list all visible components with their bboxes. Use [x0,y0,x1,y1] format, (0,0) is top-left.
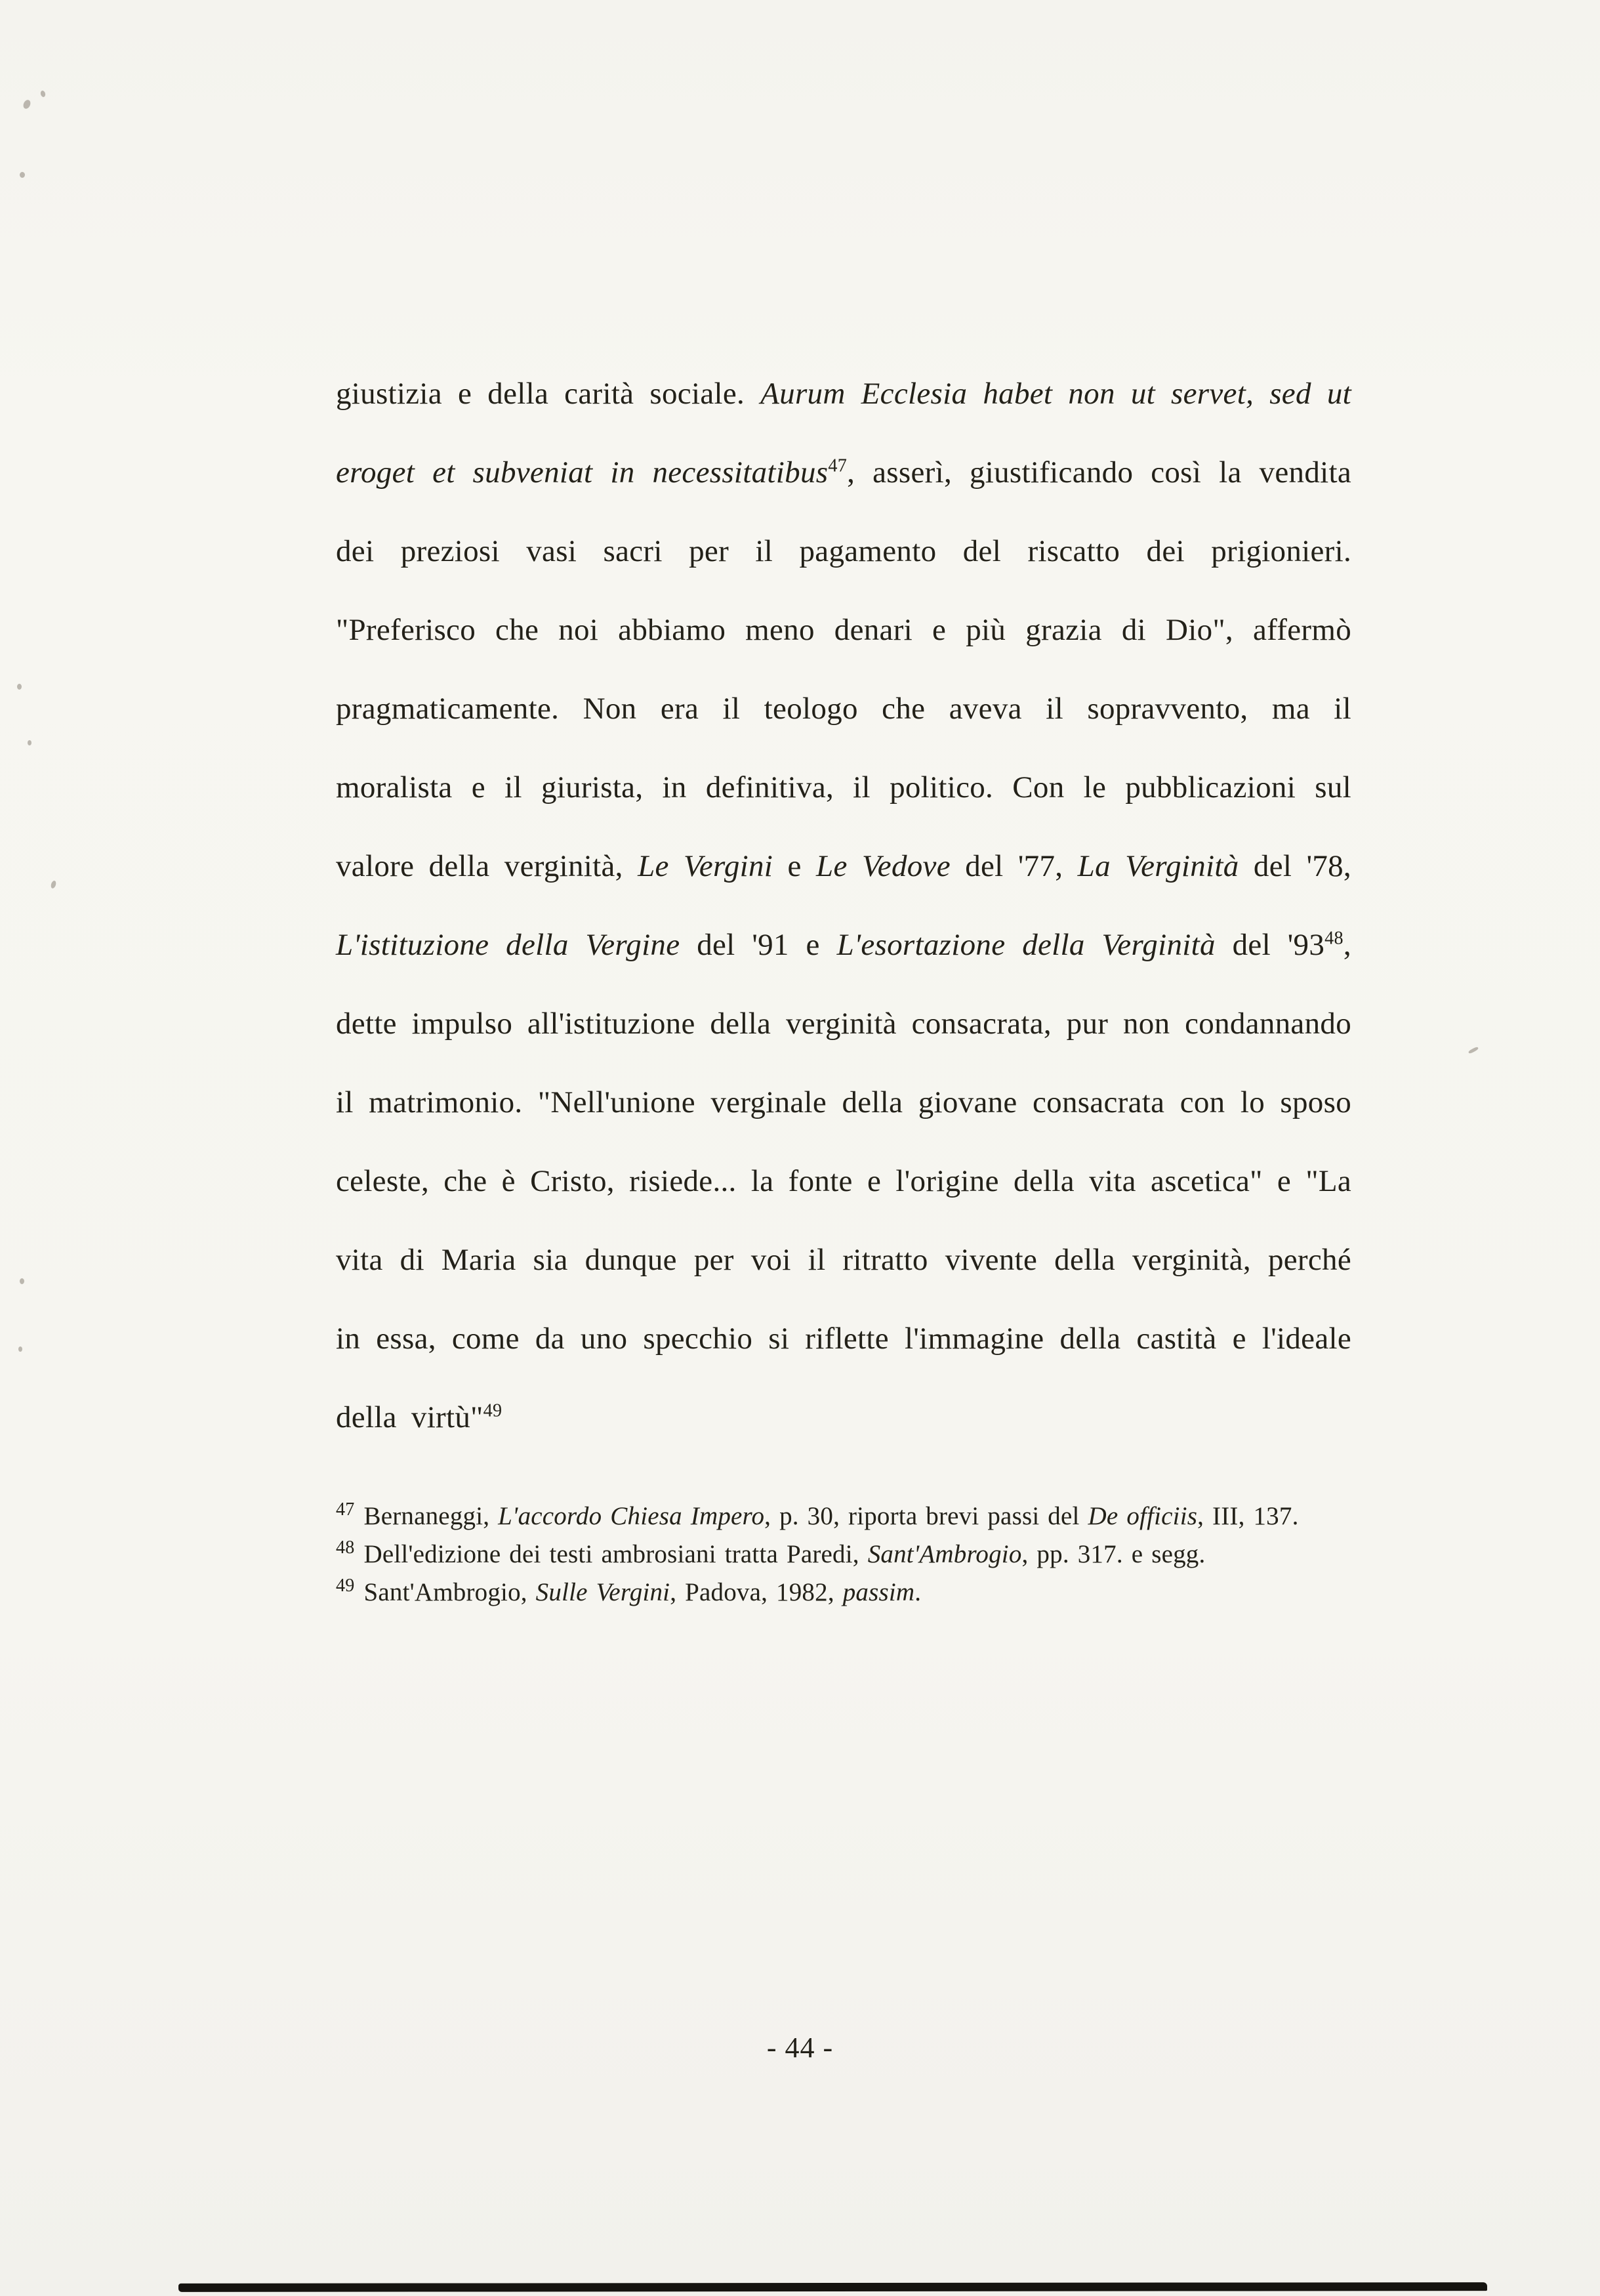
scan-edge-line [178,2282,1487,2292]
footnote-text: Dell'edizione dei testi ambrosiani tratta Paredi, Sant'Ambrogio, pp. 317. e segg. [363,1540,1206,1568]
footnotes-section [336,1497,1351,1612]
scan-speck [28,740,31,745]
text-block [336,354,1351,1612]
body-paragraph: giustizia e della carità sociale. Aurum Ecclesia habet non ut servet, sed ut eroget et subveniat in necessitatibus$^{47}$, asserì, giustificando così la vendita dei preziosi vasi sacri per il pagamento del riscatto dei prigionieri. "Preferisco che noi abbiamo meno denari e più grazia di Dio", affermò pragmaticamente. Non era il teologo che aveva il sopravvento, ma il moralista e il giurista, in definitiva, il politico. Con le pubblicazioni sul valore della verginità, Le Vergini e Le Vedove del '77, La Verginità del '78, L'istituzione della Vergine del '91 e L'esortazione della Verginità del '$93^{48}$, dette impulso all'istituzione della verginità consacrata, pur non condannando il matrimonio. "Nell'unione verginale della giovane consacrata con lo sposo celeste, che è Cristo, risiede... la fonte e l'origine della vita ascetica" e "La vita di Maria sia dunque per voi il ritratto vivente della verginità, perché in essa, come da uno specchio si riflette l'immagine della castità e l'ideale della virtù"$^{49}$ [336,377,1351,1434]
footnote-text: Sant'Ambrogio, Sulle Vergini, Padova, 1982, passim. [363,1578,922,1606]
scan-speck [50,880,56,889]
scan-speck [22,99,32,110]
footnote-marker: 47 [336,1499,355,1520]
footnote [336,1497,1351,1535]
footnote-text: Bernaneggi, L'accordo Chiesa Impero, p. 30, riporta brevi passi del De officiis, III, 137. [363,1502,1299,1530]
page-number: - 44 - [766,2032,834,2064]
scan-speck [40,90,46,97]
scan-speck [1468,1047,1479,1054]
footnote [336,1574,1351,1612]
scan-speck [20,172,25,178]
footnote [336,1535,1351,1574]
footnote-marker: 48 [336,1537,355,1558]
scan-speck [17,684,22,690]
scan-speck [18,1346,22,1352]
footnote-marker: 49 [336,1576,355,1596]
scan-speck [20,1278,24,1284]
